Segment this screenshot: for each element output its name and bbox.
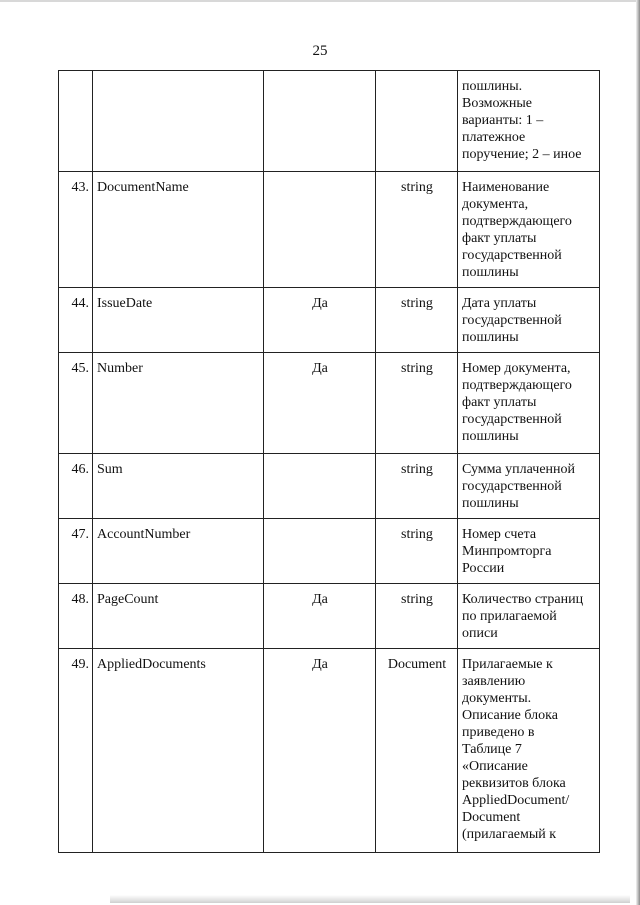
required-flag xyxy=(264,71,376,172)
description-line: приведено в xyxy=(462,725,535,740)
field-name: Number xyxy=(93,353,264,454)
row-number: 43. xyxy=(59,172,93,288)
row-number: 47. xyxy=(59,519,93,584)
field-name: Sum xyxy=(93,454,264,519)
row-number: 44. xyxy=(59,288,93,353)
description-line: Номер документа, xyxy=(462,361,571,376)
table-row xyxy=(59,584,600,649)
description-line: Возможные xyxy=(462,96,532,111)
table-row xyxy=(59,71,600,172)
description-line: факт уплаты xyxy=(462,395,537,410)
description-line: пошлины xyxy=(462,429,519,444)
scan-edge-top xyxy=(0,0,640,2)
table-body xyxy=(59,71,600,853)
field-description xyxy=(458,71,600,172)
field-description xyxy=(458,519,600,584)
description-line: Document xyxy=(462,810,521,825)
description-line: пошлины. xyxy=(462,79,523,94)
description-line: Описание блока xyxy=(462,708,558,723)
description-line: Наименование xyxy=(462,180,550,195)
required-flag: Да xyxy=(264,288,376,353)
row-number: 49. xyxy=(59,649,93,853)
attributes-table xyxy=(58,70,600,853)
table-row xyxy=(59,353,600,454)
field-type: string xyxy=(376,288,458,353)
table-row xyxy=(59,519,600,584)
required-flag: Да xyxy=(264,353,376,454)
field-type: string xyxy=(376,584,458,649)
description-line: документа, xyxy=(462,197,529,212)
description-line: государственной xyxy=(462,313,562,328)
field-description xyxy=(458,172,600,288)
description-line: варианты: 1 – xyxy=(462,113,544,128)
description-line: «Описание xyxy=(462,759,528,774)
field-description xyxy=(458,454,600,519)
description-line: Сумма уплаченной xyxy=(462,462,576,477)
description-line: России xyxy=(462,561,505,576)
description-line: (прилагаемый к xyxy=(462,827,557,842)
table-row xyxy=(59,454,600,519)
field-type: string xyxy=(376,353,458,454)
field-name: IssueDate xyxy=(93,288,264,353)
description-line: описи xyxy=(462,626,498,641)
field-name: AccountNumber xyxy=(93,519,264,584)
description-line: поручение; 2 – иное xyxy=(462,147,582,162)
field-type: Document xyxy=(376,649,458,853)
field-description xyxy=(458,584,600,649)
field-name: AppliedDocuments xyxy=(93,649,264,853)
field-description xyxy=(458,288,600,353)
description-line: Минпромторга xyxy=(462,544,552,559)
description-line: подтверждающего xyxy=(462,214,572,229)
field-name: PageCount xyxy=(93,584,264,649)
row-number: 46. xyxy=(59,454,93,519)
scan-edge-right xyxy=(636,0,640,905)
field-type: string xyxy=(376,454,458,519)
table-row xyxy=(59,288,600,353)
description-line: государственной xyxy=(462,479,562,494)
description-line: государственной xyxy=(462,412,562,427)
description-line: факт уплаты xyxy=(462,231,537,246)
description-line: документы. xyxy=(462,691,532,706)
description-line: Дата уплаты xyxy=(462,296,537,311)
row-number: 48. xyxy=(59,584,93,649)
field-type: string xyxy=(376,172,458,288)
field-type: string xyxy=(376,519,458,584)
description-line: пошлины xyxy=(462,330,519,345)
field-description xyxy=(458,649,600,853)
description-line: платежное xyxy=(462,130,526,145)
field-type xyxy=(376,71,458,172)
page-number: 25 xyxy=(312,43,328,59)
description-line: государственной xyxy=(462,248,562,263)
required-flag xyxy=(264,454,376,519)
description-line: Количество страниц xyxy=(462,592,584,607)
required-flag: Да xyxy=(264,584,376,649)
description-line: подтверждающего xyxy=(462,378,572,393)
row-number xyxy=(59,71,93,172)
field-name xyxy=(93,71,264,172)
description-line: заявлению xyxy=(462,674,526,689)
required-flag xyxy=(264,519,376,584)
table-row xyxy=(59,649,600,853)
table-row xyxy=(59,172,600,288)
row-number: 45. xyxy=(59,353,93,454)
description-line: пошлины xyxy=(462,496,519,511)
field-description xyxy=(458,353,600,454)
description-line: пошлины xyxy=(462,265,519,280)
required-flag xyxy=(264,172,376,288)
description-line: Прилагаемые к xyxy=(462,657,553,672)
description-line: AppliedDocument/ xyxy=(462,793,570,808)
scan-bottom-shadow xyxy=(110,895,630,903)
description-line: реквизитов блока xyxy=(462,776,566,791)
description-line: Номер счета xyxy=(462,527,537,542)
description-line: Таблице 7 xyxy=(462,742,522,757)
description-line: по прилагаемой xyxy=(462,609,557,624)
required-flag: Да xyxy=(264,649,376,853)
field-name: DocumentName xyxy=(93,172,264,288)
